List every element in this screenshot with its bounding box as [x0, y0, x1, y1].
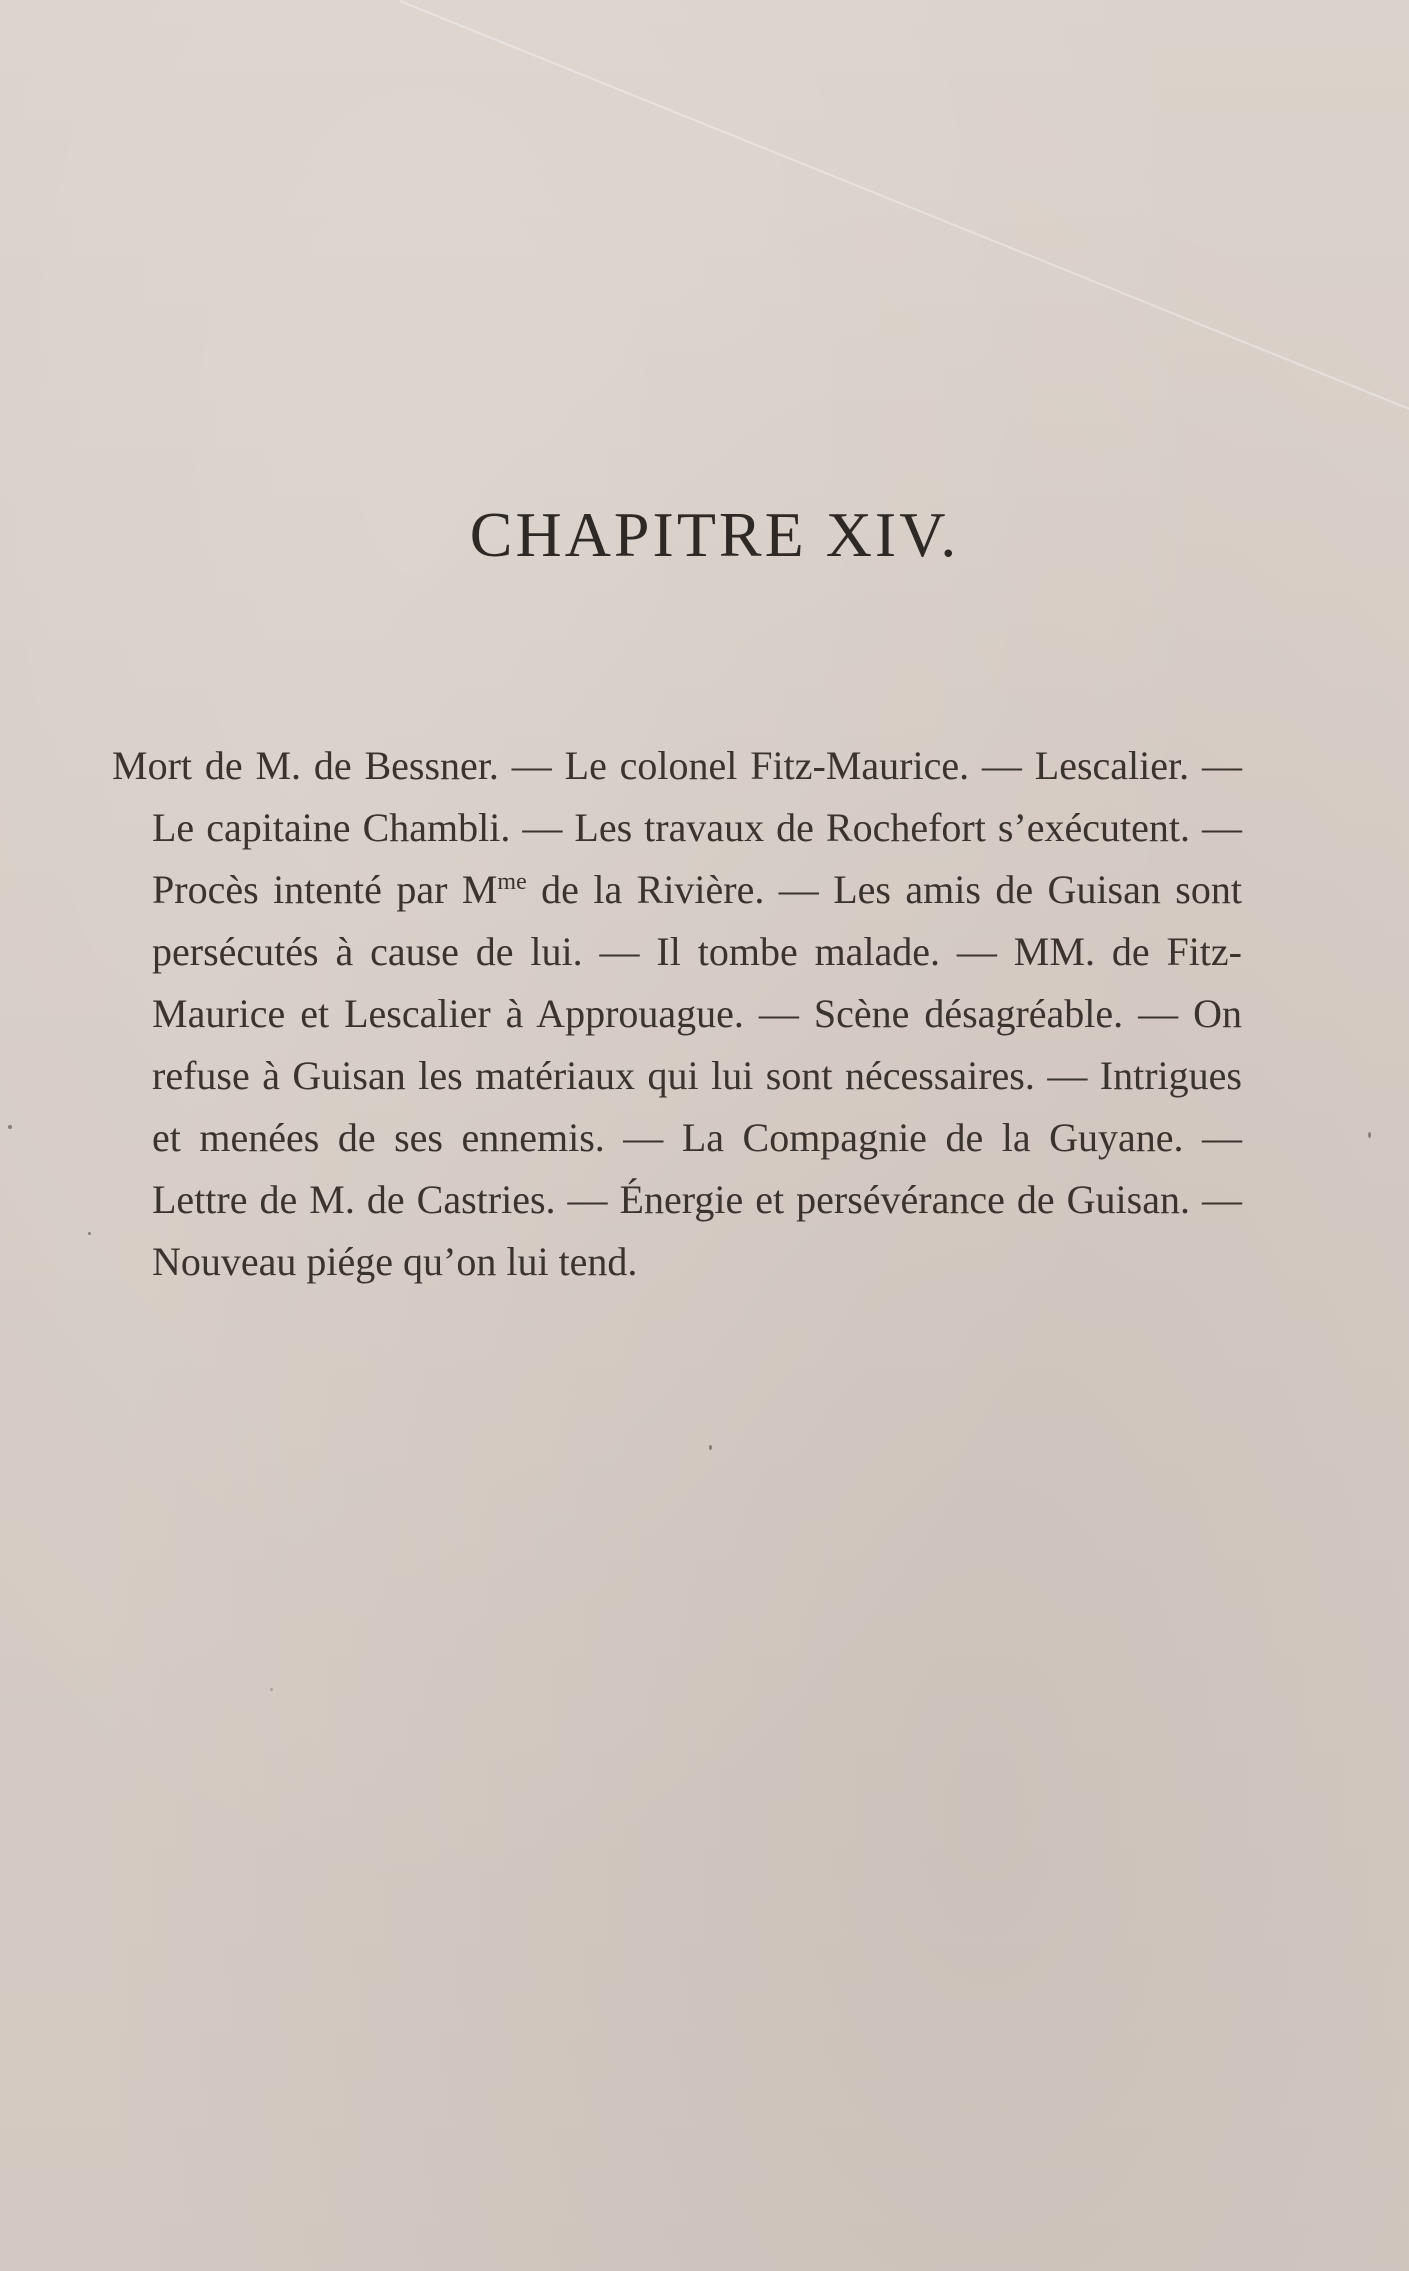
paper-speck [709, 1445, 712, 1450]
paper-crease [399, 0, 1409, 451]
chapter-summary [112, 735, 1242, 1293]
chapter-title: CHAPITRE XIV. [469, 499, 960, 570]
summary-paragraph [112, 735, 1242, 1293]
paper-speck [270, 1688, 273, 1691]
summary-text-part-1: Mort de M. de Bessner. — Le colonel Fitz-Maurice. — Lescalier. — Le capitaine Chambli. — Les travaux de Rochefort s’exécutent. — Procès intenté par M [112, 743, 1242, 912]
paper-speck [8, 1125, 12, 1129]
summary-superscript: me [497, 869, 527, 895]
paper-speck [1368, 1132, 1371, 1138]
paper-speck [88, 1232, 91, 1235]
summary-text-part-2: de la Rivière. — Les amis de Guisan sont persécutés à cause de lui. — Il tombe malade. — MM. de Fitz-Maurice et Lescalier à Approuague. — Scène désagréable. — On refuse à Guisan les matériaux qui lui sont nécessaires. — Intrigues et menées de ses ennemis. — La Compagnie de la Guyane. — Lettre de M. de Castries. — Énergie et persévérance de Guisan. — Nouveau piége qu’on lui tend. [152, 867, 1242, 1284]
